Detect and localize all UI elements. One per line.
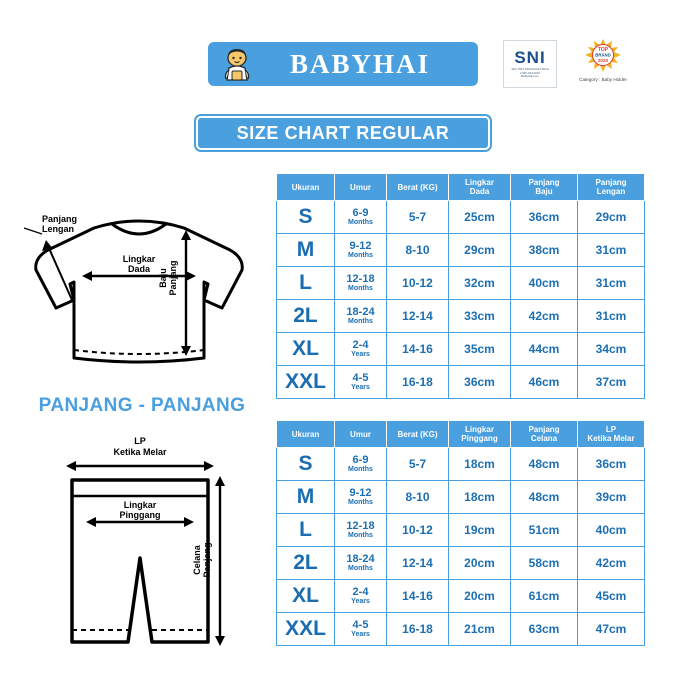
waist-label-line1: Lingkar bbox=[123, 500, 157, 510]
cell-age-unit: Months bbox=[348, 318, 373, 326]
cell-age-range: 9-12 bbox=[349, 239, 372, 252]
cell-value-5: 29cm bbox=[578, 201, 645, 234]
cell-value-3: 20cm bbox=[449, 580, 511, 613]
cell-value-4: 40cm bbox=[511, 267, 578, 300]
cell-size: 2L bbox=[277, 547, 335, 580]
table-row bbox=[277, 580, 645, 613]
cell-value-2: 10-12 bbox=[387, 267, 449, 300]
cell-value-2: 16-18 bbox=[387, 366, 449, 399]
table-body bbox=[277, 201, 645, 399]
cell-value-3: 25cm bbox=[449, 201, 511, 234]
cell-age bbox=[335, 366, 387, 399]
cell-value-5: 31cm bbox=[578, 234, 645, 267]
cell-value-5: 40cm bbox=[578, 514, 645, 547]
cell-value-5: 36cm bbox=[578, 448, 645, 481]
cell-age-unit: Years bbox=[351, 631, 370, 639]
cell-age-unit: Months bbox=[348, 565, 373, 573]
cell-size: XL bbox=[277, 580, 335, 613]
cell-age-range: 2-4 bbox=[352, 338, 369, 351]
cell-size: M bbox=[277, 234, 335, 267]
cell-age-unit: Years bbox=[351, 351, 370, 359]
cell-age-range: 18-24 bbox=[346, 552, 375, 565]
cell-age bbox=[335, 234, 387, 267]
cell-age-unit: Months bbox=[348, 499, 373, 507]
svg-text:BRAND: BRAND bbox=[595, 52, 611, 58]
cell-value-4: 58cm bbox=[511, 547, 578, 580]
cell-age-range: 4-5 bbox=[352, 371, 369, 384]
cell-size: XL bbox=[277, 333, 335, 366]
column-header-umur: Umur bbox=[335, 174, 387, 201]
table-row bbox=[277, 547, 645, 580]
cell-value-4: 38cm bbox=[511, 234, 578, 267]
column-header-panjang-baju: Panjang Baju bbox=[511, 174, 578, 201]
cell-age-range: 12-18 bbox=[346, 272, 375, 285]
table-header-row bbox=[277, 421, 645, 448]
pants-length-label-line1: Panjang bbox=[202, 542, 212, 578]
cell-value-3: 36cm bbox=[449, 366, 511, 399]
table-row bbox=[277, 267, 645, 300]
cell-age bbox=[335, 481, 387, 514]
cell-value-4: 51cm bbox=[511, 514, 578, 547]
cell-value-5: 37cm bbox=[578, 366, 645, 399]
cell-age bbox=[335, 580, 387, 613]
cell-value-5: 42cm bbox=[578, 547, 645, 580]
cell-age-unit: Months bbox=[348, 285, 373, 293]
column-header-lingkar-pinggang: Lingkar Pinggang bbox=[449, 421, 511, 448]
cell-age-unit: Years bbox=[351, 384, 370, 392]
top-brand-category: Category : Baby Holder bbox=[579, 77, 627, 82]
waist-label-line2: Pinggang bbox=[119, 510, 161, 520]
cell-value-3: 20cm bbox=[449, 547, 511, 580]
stretch-label-line2: Ketika Melar bbox=[113, 447, 167, 457]
cell-size: 2L bbox=[277, 300, 335, 333]
table-row bbox=[277, 201, 645, 234]
cell-value-4: 63cm bbox=[511, 613, 578, 646]
column-header-panjang-celana: Panjang Celana bbox=[511, 421, 578, 448]
cell-value-3: 35cm bbox=[449, 333, 511, 366]
column-header-lingkar-dada: Lingkar Dada bbox=[449, 174, 511, 201]
top-brand-award-logo bbox=[572, 38, 634, 90]
table-row bbox=[277, 481, 645, 514]
cell-value-2: 5-7 bbox=[387, 448, 449, 481]
column-header-lp-ketika-melar: LP Ketika Melar bbox=[578, 421, 645, 448]
cell-age bbox=[335, 547, 387, 580]
cell-age-range: 2-4 bbox=[352, 585, 369, 598]
cell-value-2: 16-18 bbox=[387, 613, 449, 646]
table-row bbox=[277, 333, 645, 366]
cell-value-4: 42cm bbox=[511, 300, 578, 333]
cell-age-range: 4-5 bbox=[352, 618, 369, 631]
table-row bbox=[277, 613, 645, 646]
cell-size: XXL bbox=[277, 366, 335, 399]
svg-text:TOP: TOP bbox=[597, 47, 609, 53]
cell-value-3: 32cm bbox=[449, 267, 511, 300]
cell-age bbox=[335, 300, 387, 333]
sni-subtext: SNI 7617:2013/Amd1:2014 LSPr-014-IDN Babyhai.com bbox=[511, 66, 549, 79]
cell-size: L bbox=[277, 514, 335, 547]
cell-value-4: 48cm bbox=[511, 481, 578, 514]
baby-mascot-icon bbox=[218, 46, 256, 84]
cell-age-unit: Months bbox=[348, 252, 373, 260]
sleeve-label-line1: Panjang bbox=[42, 214, 78, 224]
cell-value-4: 46cm bbox=[511, 366, 578, 399]
column-header-berat: Berat (KG) bbox=[387, 421, 449, 448]
cell-value-4: 44cm bbox=[511, 333, 578, 366]
cell-value-3: 18cm bbox=[449, 448, 511, 481]
shirt-diagram bbox=[8, 200, 270, 380]
cell-size: L bbox=[277, 267, 335, 300]
cell-value-4: 61cm bbox=[511, 580, 578, 613]
brand-name: BABYHAI bbox=[289, 48, 431, 79]
cell-size: S bbox=[277, 201, 335, 234]
chest-label-line1: Lingkar bbox=[122, 254, 156, 264]
cell-age-range: 18-24 bbox=[346, 305, 375, 318]
cell-age bbox=[335, 514, 387, 547]
cell-size: XXL bbox=[277, 613, 335, 646]
sni-label: SNI bbox=[514, 47, 546, 67]
pants-length-label-line2: Celana bbox=[192, 545, 202, 575]
cell-value-5: 45cm bbox=[578, 580, 645, 613]
cell-age bbox=[335, 267, 387, 300]
cell-age-range: 6-9 bbox=[352, 206, 369, 219]
cell-age-unit: Years bbox=[351, 598, 370, 606]
cell-value-2: 12-14 bbox=[387, 547, 449, 580]
cell-value-5: 47cm bbox=[578, 613, 645, 646]
column-header-umur: Umur bbox=[335, 421, 387, 448]
body-length-label-line2: Baju bbox=[158, 268, 168, 288]
cell-size: M bbox=[277, 481, 335, 514]
table-body bbox=[277, 448, 645, 646]
cell-value-2: 8-10 bbox=[387, 481, 449, 514]
cell-size: S bbox=[277, 448, 335, 481]
column-header-ukuran: Ukuran bbox=[277, 174, 335, 201]
cell-value-2: 10-12 bbox=[387, 514, 449, 547]
page-title: SIZE CHART REGULAR bbox=[236, 122, 450, 143]
cell-age-unit: Months bbox=[348, 219, 373, 227]
cell-age bbox=[335, 201, 387, 234]
cell-value-3: 29cm bbox=[449, 234, 511, 267]
cell-value-2: 5-7 bbox=[387, 201, 449, 234]
cell-value-2: 14-16 bbox=[387, 580, 449, 613]
cell-value-5: 39cm bbox=[578, 481, 645, 514]
table-header-row bbox=[277, 174, 645, 201]
table-row bbox=[277, 448, 645, 481]
section-title-panjang: PANJANG - PANJANG bbox=[38, 395, 246, 416]
column-header-berat: Berat (KG) bbox=[387, 174, 449, 201]
table-row bbox=[277, 234, 645, 267]
column-header-ukuran: Ukuran bbox=[277, 421, 335, 448]
table-row bbox=[277, 366, 645, 399]
cell-value-4: 48cm bbox=[511, 448, 578, 481]
top-brand-icon bbox=[580, 38, 626, 76]
stretch-label-line1: LP bbox=[134, 436, 146, 446]
cell-value-3: 33cm bbox=[449, 300, 511, 333]
size-table-top bbox=[276, 173, 645, 399]
sleeve-label-line2: Lengan bbox=[42, 224, 75, 234]
cell-age-range: 6-9 bbox=[352, 453, 369, 466]
cell-value-5: 31cm bbox=[578, 300, 645, 333]
svg-text:2023: 2023 bbox=[597, 58, 609, 63]
cell-value-2: 12-14 bbox=[387, 300, 449, 333]
cell-value-3: 18cm bbox=[449, 481, 511, 514]
cell-value-5: 31cm bbox=[578, 267, 645, 300]
chest-label-line2: Dada bbox=[127, 264, 151, 274]
size-table-bottom bbox=[276, 420, 645, 646]
cell-age-unit: Months bbox=[348, 532, 373, 540]
sni-certification-logo bbox=[503, 40, 557, 88]
cell-age bbox=[335, 613, 387, 646]
page-title-banner bbox=[196, 116, 490, 150]
cell-age-range: 12-18 bbox=[346, 519, 375, 532]
body-length-label-line1: Panjang bbox=[168, 260, 178, 296]
cell-value-2: 8-10 bbox=[387, 234, 449, 267]
cell-age bbox=[335, 333, 387, 366]
cell-age-unit: Months bbox=[348, 466, 373, 474]
table-row bbox=[277, 514, 645, 547]
cell-value-3: 21cm bbox=[449, 613, 511, 646]
column-header-panjang-lengan: Panjang Lengan bbox=[578, 174, 645, 201]
cell-value-5: 34cm bbox=[578, 333, 645, 366]
cell-age bbox=[335, 448, 387, 481]
cell-value-4: 36cm bbox=[511, 201, 578, 234]
pants-diagram bbox=[30, 430, 250, 652]
table-row bbox=[277, 300, 645, 333]
cell-age-range: 9-12 bbox=[349, 486, 372, 499]
cell-value-3: 19cm bbox=[449, 514, 511, 547]
cell-value-2: 14-16 bbox=[387, 333, 449, 366]
